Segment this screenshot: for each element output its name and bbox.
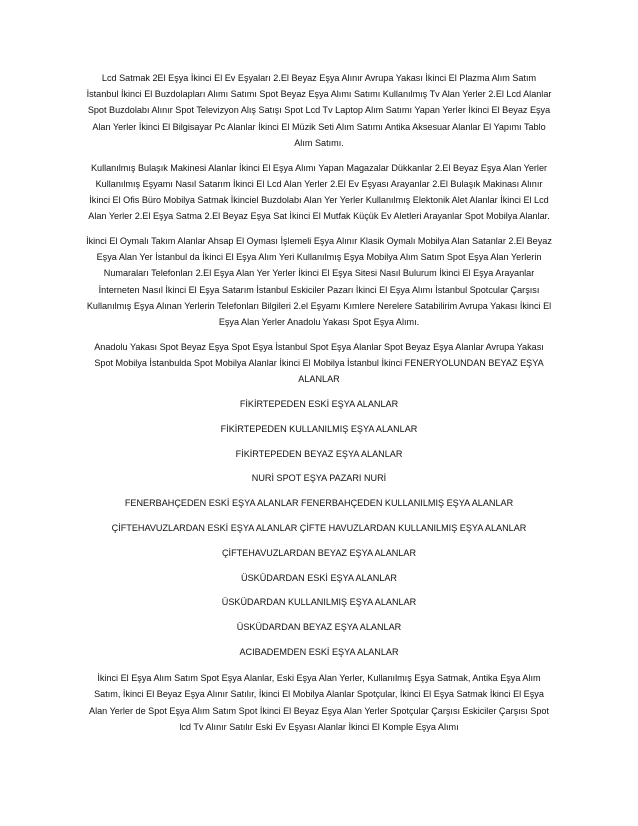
heading-fikirtepe-kullanilmis: FİKİRTEPEDEN KULLANILMIŞ EŞYA ALANLAR: [220, 423, 418, 434]
heading-nuri-spot: NURİ SPOT EŞYA PAZARI NURİ: [251, 473, 387, 484]
heading-fikirtepe-beyaz: FİKİRTEPEDEN BEYAZ EŞYA ALANLAR: [235, 448, 403, 459]
heading-fenerbahce: FENERBAHÇEDEN ESKİ EŞYA ALANLAR FENERBAHÇEDEN KULLANILMIŞ EŞYA ALANLAR: [124, 498, 514, 509]
paragraph-closing: İkinci El Eşya Alım Satım Spot Eşya Alanlar, Eski Eşya Alan Yerler, Kullanılmış Eşya Satmak, Antika Eşya Alım Satım, İkinci El Beyaz Eşya Alınır Satılır, İkinci El Mobilya Alanlar Spotçular, İkinci El Eşya Satmak İkinci El Eşya Alan Yerler de Spot Eşya Alım Satım Spot İkinci El Beyaz Eşya Alan Yerler Spotçular Çarşısı Eskiciler Çarşısı Spot lcd Tv Alınır Satılır Eski Ev Eşyası Alanlar İkinci El Komple Eşya Alımı: [89, 673, 549, 732]
paragraph-intro: Lcd Satmak 2El Eşya İkinci El Ev Eşyaları 2.El Beyaz Eşya Alınır Avrupa Yakası İkinci El Plazma Alım Satım İstanbul İkinci El Buzdolapları Alımı Satımı Spot Beyaz Eşya Alımı Satımı Kullanılmış Tv Alan Yerler 2.El Lcd Alanlar Spot Buzdolabı Alınır Spot Televizyon Alış Satışı Spot Lcd Tv Laptop Alım Satımı Yapan Yerler İkinci El Beyaz Eşya Alan Yerler İkinci El Bilgisayar Pc Alanlar İkinci El Müzik Seti Alım Satımı Antika Aksesuar Alanlar El Yapımı Tablo Alım Satımı.: [86, 73, 552, 148]
heading-ciftehavuzlar-beyaz: ÇİFTEHAVUZLARDAN BEYAZ EŞYA ALANLAR: [221, 547, 417, 558]
heading-uskudar-kullanilmis: ÜSKÜDARDAN KULLANILMIŞ EŞYA ALANLAR: [221, 597, 417, 608]
heading-fikirtepe-eski: FİKİRTEPEDEN ESKİ EŞYA ALANLAR: [239, 399, 399, 410]
heading-ciftehavuzlar-eski: ÇİFTEHAVUZLARDAN ESKİ EŞYA ALANLAR ÇİFTE HAVUZLARDAN KULLANILMIŞ EŞYA ALANLAR: [111, 523, 527, 534]
document-page: [86, 70, 552, 744]
heading-uskudar-beyaz: ÜSKÜDARDAN BEYAZ EŞYA ALANLAR: [236, 622, 402, 633]
paragraph-used-appliances: Kullanılmış Bulaşık Makinesi Alanlar İkinci El Eşya Alımı Yapan Magazalar Dükkanlar 2.El Beyaz Eşya Alan Yerler Kullanılmış Eşyamı Nasıl Satarım İkinci El Lcd Alan Yerler 2.El Ev Eşyası Arayanlar 2.El Bulaşık Makinası Alınır İkinci El Ofis Büro Mobilya Satmak İkinciel Buzdolabı Alan Yer Yerler Kullanılmış Elektonik Alet Alanlar İkinci El Lcd Alan Yerler 2.El Eşya Satma 2.El Beyaz Eşya Sat İkinci El Mutfak Küçük Ev Aletleri Arayanlar Spot Mobilya Alanlar.: [88, 162, 550, 222]
heading-uskudar-eski: ÜSKÜDARDAN ESKİ EŞYA ALANLAR: [241, 572, 397, 583]
paragraph-anadolu-yakasi: Anadolu Yakası Spot Beyaz Eşya Spot Eşya İstanbul Spot Eşya Alanlar Spot Beyaz Eşya Alanlar Avrupa Yakası Spot Mobilya İstanbulda Spot Mobilya Alanlar İkinci El Mobilya İstanbul İkinci FENERYOLUNDAN BEYAZ EŞYA ALANLAR: [94, 341, 544, 385]
heading-acibadem-eski: ACIBADEMDEN ESKİ EŞYA ALANLAR: [239, 647, 399, 657]
paragraph-carved-furniture: İkinci El Oymalı Takım Alanlar Ahsap El Oyması İşlemeli Eşya Alınır Klasik Oymalı Mobilya Alan Satanlar 2.El Beyaz Eşya Alan Yer İstanbul da İkinci El Eşya Alım Yeri Kullanılmış Eşya Mobilya Alım Satım Spot Eşya Alan Yerlerin Numaraları Telefonları 2.El Eşya Alan Yer Yerler İkinci El Eşya Sitesi Nasıl Bulurum İkinci El Eşya Arayanlar İnterneten Nasıl İkinci El Eşya Satarım İstanbul Eskiciler Pazarı İkinci El Eşya Alımı İstanbul Spotcular Çarşısı Kullanılmış Eşya Alınan Yerlerin Telefonları Bilgileri 2.el Eşyamı Kımlere Nerelere Satabilirim Avrupa Yakası İkinci El Eşya Alan Yerler Anadolu Yakası Spot Eşya Alımı.: [86, 236, 552, 328]
